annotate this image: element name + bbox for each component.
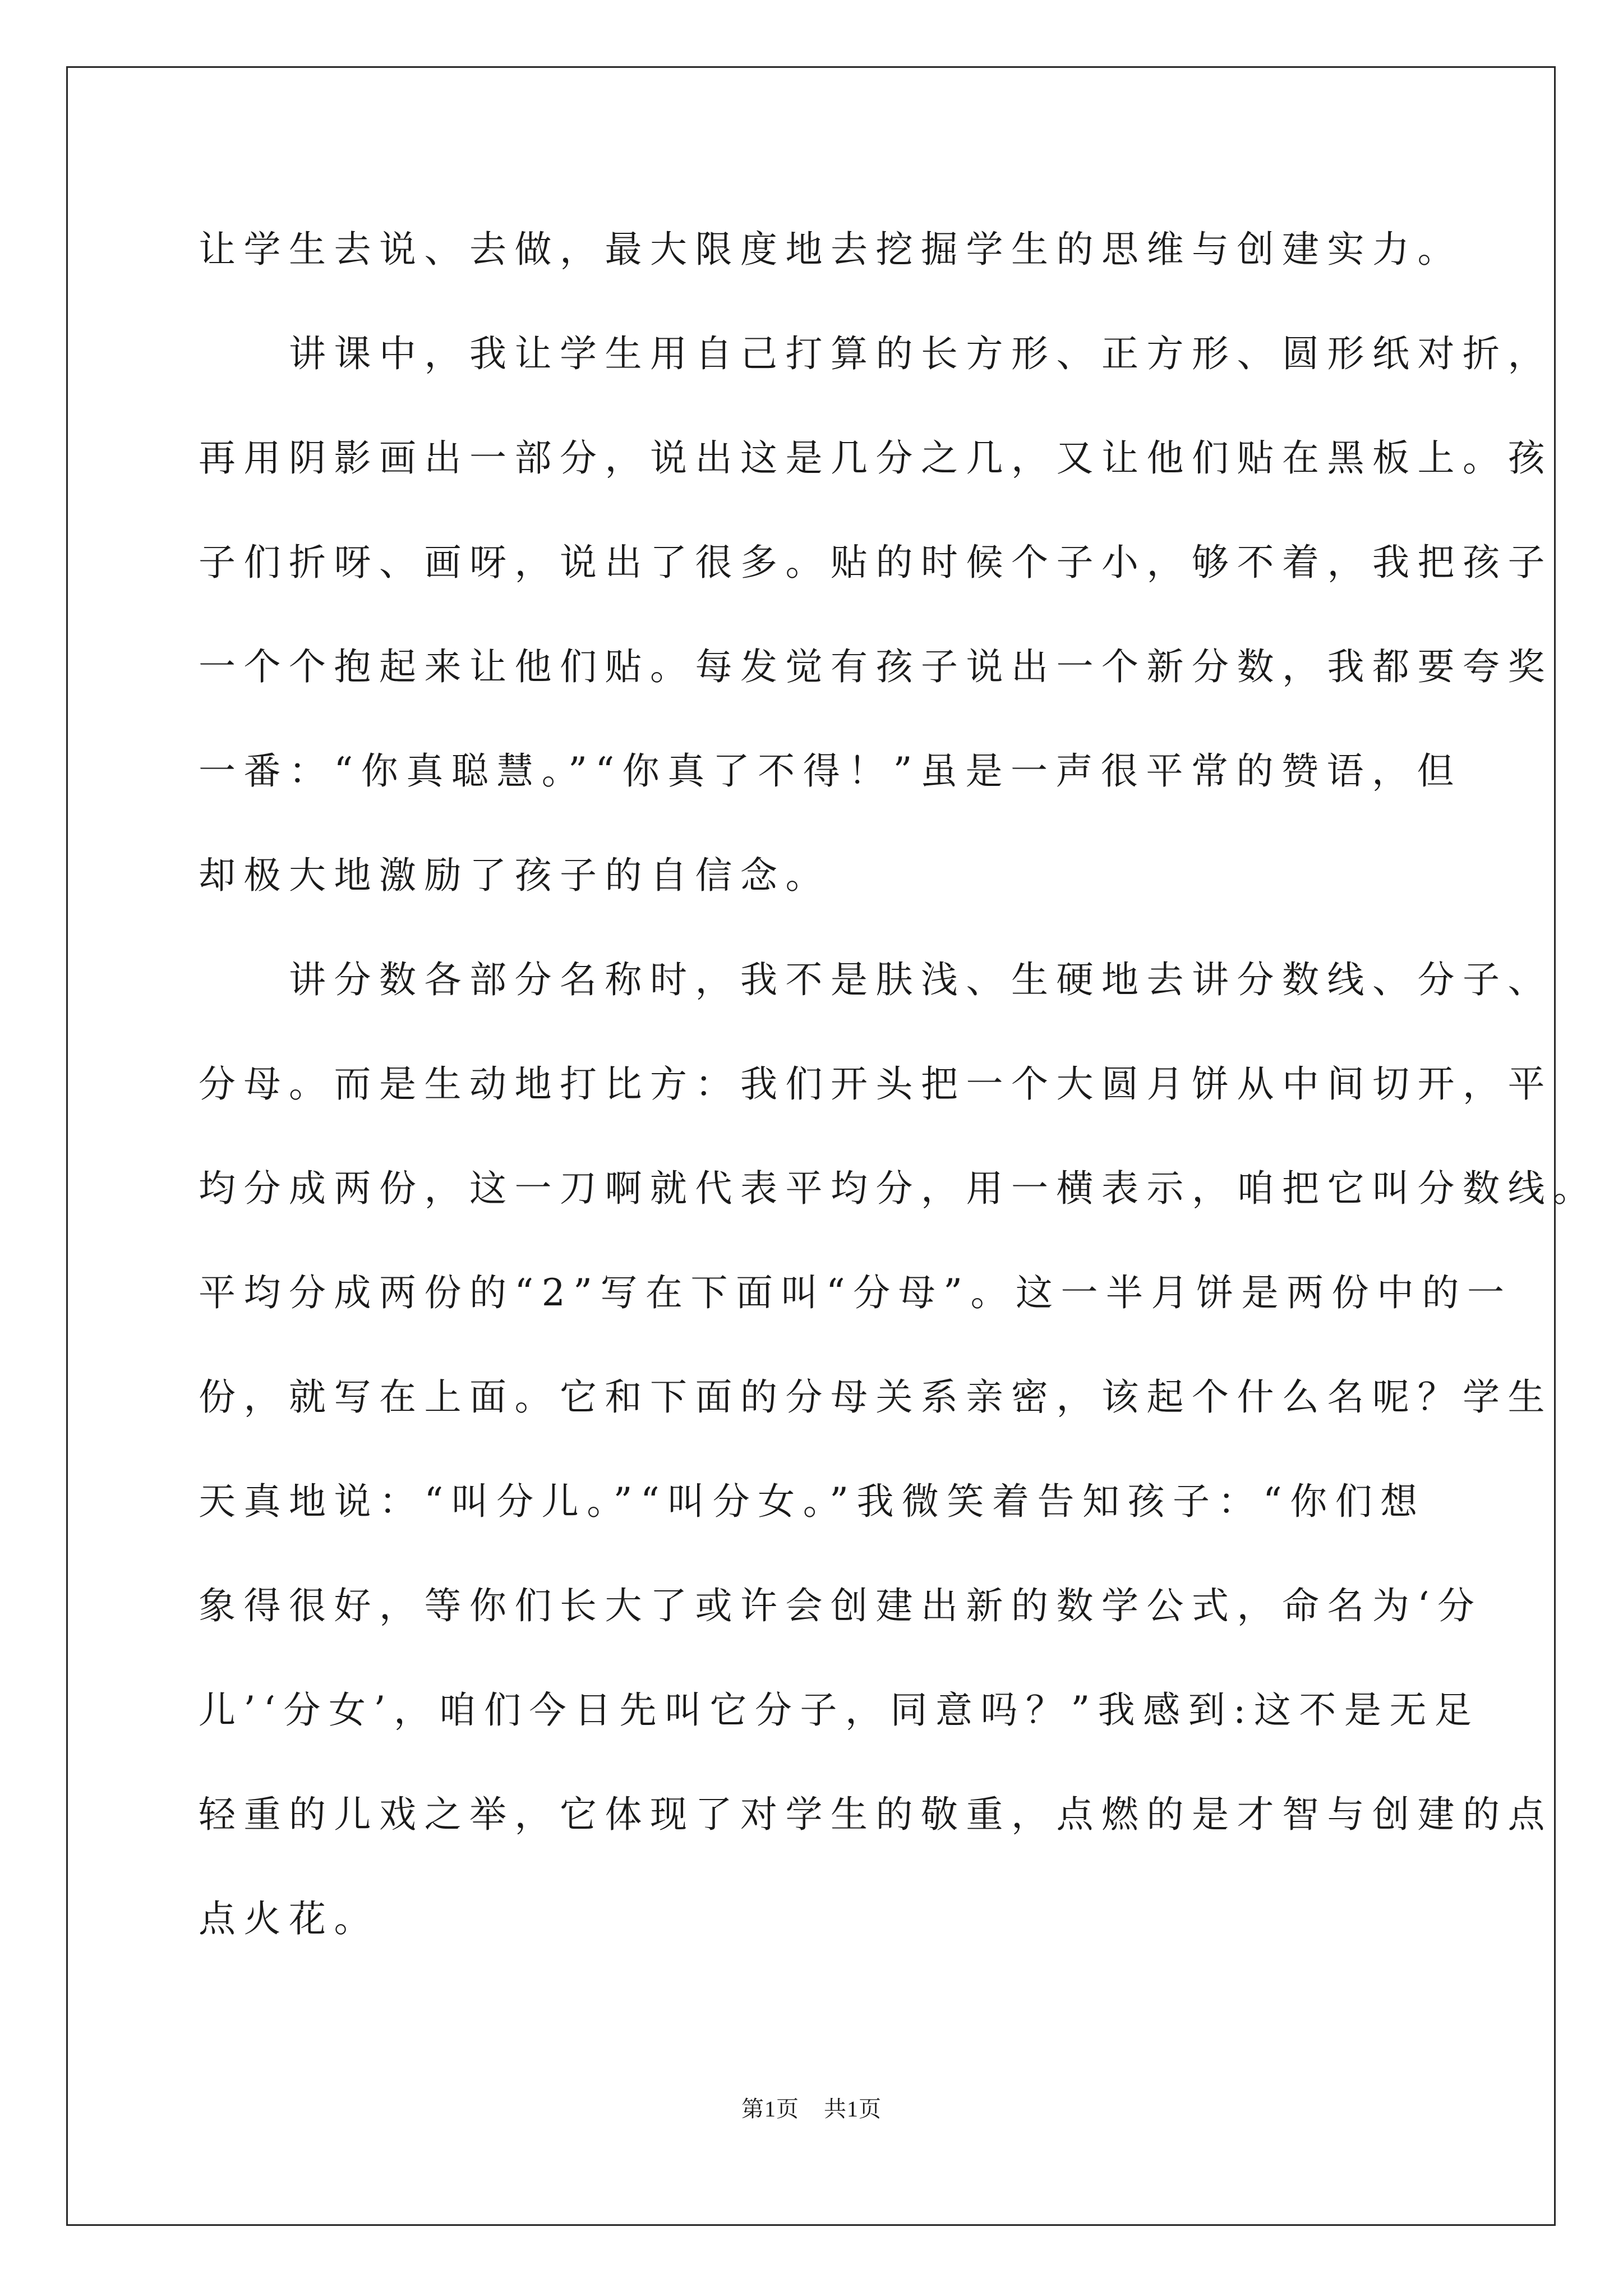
text-line: 讲分数各部分名称时，我不是肤浅、生硬地去讲分数线、分子、 bbox=[199, 958, 1553, 1001]
text-line: 再用阴影画出一部分，说出这是几分之几，又让他们贴在黑板上。孩 bbox=[199, 436, 1553, 480]
text-line: 分母。而是生动地打比方：我们开头把一个大圆月饼从中间切开，平 bbox=[199, 1062, 1553, 1106]
text-line: 让学生去说、去做，最大限度地去挖掘学生的思维与创建实力。 bbox=[199, 228, 1463, 271]
text-line: 却极大地激励了孩子的自信念。 bbox=[199, 854, 831, 897]
text-line: 点火花。 bbox=[199, 1897, 379, 1940]
text-line: 一个个抱起来让他们贴。每发觉有孩子说出一个新分数，我都要夸奖 bbox=[199, 645, 1553, 688]
page-footer bbox=[0, 2091, 1623, 2123]
text-line: 一番：“你真聪慧。”“你真了不得！”虽是一声很平常的赞语，但 bbox=[199, 749, 1462, 793]
text-line: 轻重的儿戏之举，它体现了对学生的敬重，点燃的是才智与创建的点 bbox=[199, 1793, 1553, 1836]
text-line: 份，就写在上面。它和下面的分母关系亲密，该起个什么名呢？学生 bbox=[199, 1375, 1553, 1419]
text-line: 均分成两份，这一刀啊就代表平均分，用一横表示，咱把它叫分数线。 bbox=[199, 1167, 1598, 1210]
text-line: 讲课中，我让学生用自己打算的长方形、正方形、圆形纸对折， bbox=[199, 332, 1553, 375]
page-count: 共1页 bbox=[824, 2096, 882, 2122]
text-line: 子们折呀、画呀，说出了很多。贴的时候个子小，够不着，我把孩子 bbox=[199, 541, 1553, 584]
text-line: 儿’‘分女’，咱们今日先叫它分子，同意吗？”我感到:这不是无足 bbox=[199, 1688, 1480, 1732]
text-line: 天真地说：“叫分儿。”“叫分女。”我微笑着告知孩子：“你们想 bbox=[199, 1480, 1426, 1523]
document-body bbox=[199, 197, 1598, 1971]
text-line: 象得很好，等你们长大了或许会创建出新的数学公式，命名为‘分 bbox=[199, 1584, 1483, 1627]
page-number: 第1页 bbox=[741, 2096, 799, 2122]
text-line: 平均分成两份的“2”写在下面叫“分母”。这一半月饼是两份中的一 bbox=[199, 1271, 1513, 1314]
